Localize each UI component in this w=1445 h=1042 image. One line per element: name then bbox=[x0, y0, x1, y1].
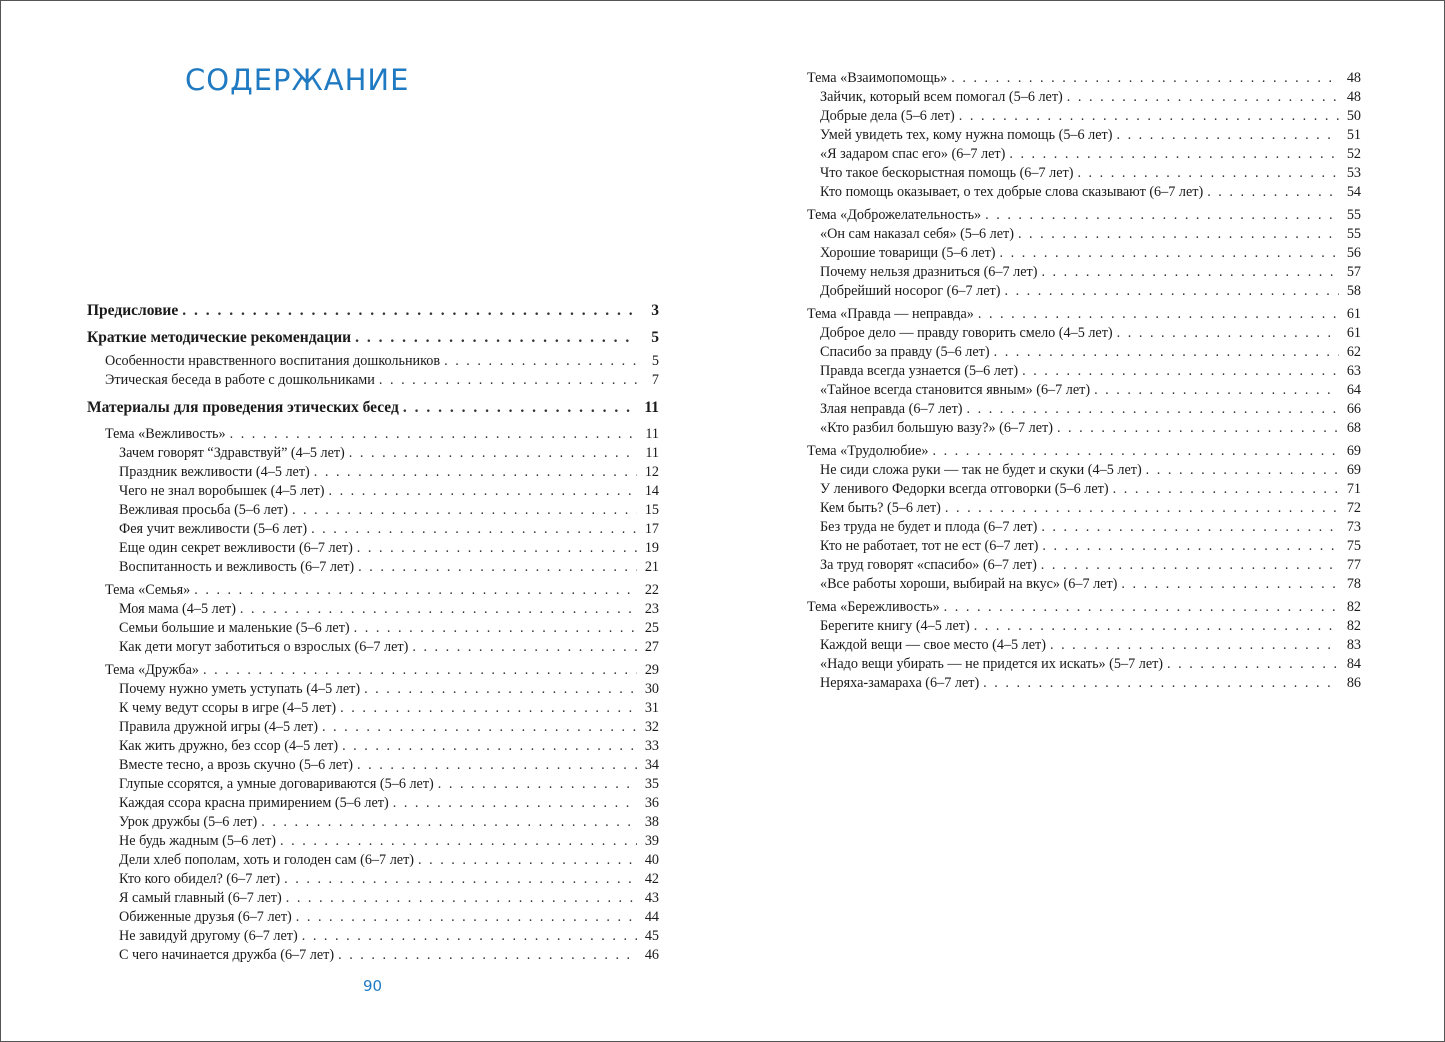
toc-entry-title: Кто кого обидел? (6–7 лет) bbox=[119, 871, 281, 887]
toc-entry-title: Этическая беседа в работе с дошкольниками bbox=[105, 372, 375, 388]
toc-entry-page: 35 bbox=[644, 776, 659, 792]
dot-leader bbox=[1207, 183, 1339, 202]
toc-entry-page: 44 bbox=[644, 909, 659, 925]
dot-leader bbox=[286, 889, 637, 908]
toc-item[interactable] bbox=[807, 499, 1361, 518]
toc-entry-page: 75 bbox=[1346, 538, 1361, 554]
toc-section[interactable] bbox=[87, 301, 659, 325]
toc-entry-page: 58 bbox=[1346, 283, 1361, 299]
toc-entry-title: Тема «Семья» bbox=[105, 582, 191, 598]
toc-item[interactable] bbox=[87, 775, 659, 794]
toc-theme[interactable] bbox=[807, 206, 1361, 225]
toc-entry-title: Хорошие товарищи (5–6 лет) bbox=[820, 245, 996, 261]
toc-entry-page: 78 bbox=[1346, 576, 1361, 592]
toc-entry-page: 32 bbox=[644, 719, 659, 735]
toc-item[interactable] bbox=[87, 501, 659, 520]
dot-leader bbox=[240, 600, 637, 619]
toc-entry-title: Воспитанность и вежливость (6–7 лет) bbox=[119, 559, 355, 575]
toc-entry-page: 15 bbox=[644, 502, 659, 518]
dot-leader bbox=[438, 775, 637, 794]
toc-entry-page: 77 bbox=[1346, 557, 1361, 573]
page-title: СОДЕРЖАНИЕ bbox=[185, 63, 410, 97]
dot-leader bbox=[340, 699, 637, 718]
toc-entry-page: 30 bbox=[644, 681, 659, 697]
toc-item[interactable] bbox=[87, 851, 659, 870]
dot-leader bbox=[944, 598, 1339, 617]
dot-leader bbox=[284, 870, 637, 889]
toc-entry-page: 29 bbox=[644, 662, 659, 678]
dot-leader bbox=[280, 832, 637, 851]
dot-leader bbox=[1042, 537, 1339, 556]
dot-leader bbox=[342, 737, 637, 756]
toc-section[interactable] bbox=[87, 328, 659, 352]
toc-entry-title: Я самый главный (6–7 лет) bbox=[119, 890, 282, 906]
dot-leader bbox=[994, 343, 1339, 362]
toc-item[interactable] bbox=[87, 699, 659, 718]
toc-entry-title: Как дети могут заботиться о взрослых (6–7 лет) bbox=[119, 639, 409, 655]
toc-entry-title: Неряха-замараха (6–7 лет) bbox=[820, 675, 980, 691]
toc-entry-title: Чего не знал воробышек (4–5 лет) bbox=[119, 483, 325, 499]
toc-item[interactable] bbox=[807, 556, 1361, 575]
toc-entry-title: Кто не работает, тот не ест (6–7 лет) bbox=[820, 538, 1039, 554]
toc-entry-title: Спасибо за правду (5–6 лет) bbox=[820, 344, 990, 360]
dot-leader bbox=[314, 463, 637, 482]
toc-entry-page: 52 bbox=[1346, 146, 1361, 162]
toc-entry-page: 57 bbox=[1346, 264, 1361, 280]
toc-entry-page: 42 bbox=[644, 871, 659, 887]
toc-item[interactable] bbox=[87, 520, 659, 539]
toc-entry-page: 72 bbox=[1346, 500, 1361, 516]
toc-item[interactable] bbox=[87, 463, 659, 482]
toc-item[interactable] bbox=[87, 482, 659, 501]
toc-entry-title: Правда всегда узнается (5–6 лет) bbox=[820, 363, 1019, 379]
toc-entry-page: 48 bbox=[1346, 70, 1361, 86]
toc-item[interactable] bbox=[807, 381, 1361, 400]
dot-leader bbox=[1116, 126, 1339, 145]
toc-entry-title: Почему нельзя дразниться (6–7 лет) bbox=[820, 264, 1038, 280]
toc-entry-page: 40 bbox=[644, 852, 659, 868]
toc-entry-page: 48 bbox=[1346, 89, 1361, 105]
toc-entry-page: 19 bbox=[644, 540, 659, 556]
dot-leader bbox=[985, 206, 1339, 225]
toc-entry-title: У ленивого Федорки всегда отговорки (5–6 лет) bbox=[820, 481, 1109, 497]
toc-entry-title: Семьи большие и маленькие (5–6 лет) bbox=[119, 620, 350, 636]
toc-item[interactable] bbox=[87, 813, 659, 832]
toc-item[interactable] bbox=[807, 537, 1361, 556]
toc-entry-title: К чему ведут ссоры в игре (4–5 лет) bbox=[119, 700, 337, 716]
dot-leader bbox=[328, 482, 637, 501]
toc-entry-title: Добрейший носорог (6–7 лет) bbox=[820, 283, 1001, 299]
toc-entry-title: Что такое бескорыстная помощь (6–7 лет) bbox=[820, 165, 1074, 181]
toc-item[interactable] bbox=[87, 558, 659, 577]
toc-entry-title: Глупые ссорятся, а умные договариваются (5–6 лет) bbox=[119, 776, 434, 792]
toc-entry-page: 83 bbox=[1346, 637, 1361, 653]
toc-item[interactable] bbox=[87, 908, 659, 927]
dot-leader bbox=[959, 107, 1339, 126]
toc-entry-page: 84 bbox=[1346, 656, 1361, 672]
dot-leader bbox=[418, 851, 637, 870]
toc-item[interactable] bbox=[807, 617, 1361, 636]
toc-item[interactable] bbox=[87, 680, 659, 699]
toc-entry-page: 39 bbox=[644, 833, 659, 849]
toc-entry-title: Добрые дела (5–6 лет) bbox=[820, 108, 955, 124]
toc-entry-page: 12 bbox=[644, 464, 659, 480]
toc-item[interactable] bbox=[807, 636, 1361, 655]
toc-entry-page: 55 bbox=[1346, 207, 1361, 223]
toc-item[interactable] bbox=[87, 794, 659, 813]
toc-entry-title: Тема «Дружба» bbox=[105, 662, 199, 678]
toc-entry-page: 56 bbox=[1346, 245, 1361, 261]
dot-leader bbox=[261, 813, 637, 832]
toc-item[interactable] bbox=[87, 756, 659, 775]
toc-item[interactable] bbox=[87, 539, 659, 558]
toc-item[interactable] bbox=[87, 600, 659, 619]
toc-entry-title: Тема «Вежливость» bbox=[105, 426, 226, 442]
toc-entry-page: 5 bbox=[651, 353, 659, 369]
toc-item[interactable] bbox=[87, 927, 659, 946]
dot-leader bbox=[1067, 88, 1339, 107]
toc-entry-page: 45 bbox=[644, 928, 659, 944]
toc-theme[interactable] bbox=[807, 598, 1361, 617]
toc-item[interactable] bbox=[807, 183, 1361, 202]
toc-item[interactable] bbox=[87, 832, 659, 851]
toc-entry-title: Не завидуй другому (6–7 лет) bbox=[119, 928, 298, 944]
dot-leader bbox=[967, 400, 1339, 419]
toc-entry-title: «Он сам наказал себя» (5–6 лет) bbox=[820, 226, 1014, 242]
toc-entry-title: Дели хлеб пополам, хоть и голоден сам (6–7 лет) bbox=[119, 852, 414, 868]
dot-leader bbox=[1050, 636, 1339, 655]
toc-entry-title: Не будь жадным (5–6 лет) bbox=[119, 833, 277, 849]
toc-entry-title: Предисловие bbox=[87, 302, 179, 319]
toc-entry-page: 3 bbox=[651, 302, 659, 319]
toc-entry-title: Каждая ссора красна примирением (5–6 лет) bbox=[119, 795, 389, 811]
dot-leader bbox=[1004, 282, 1339, 301]
toc-item[interactable] bbox=[87, 889, 659, 908]
toc-entry-page: 27 bbox=[644, 639, 659, 655]
dot-leader bbox=[1041, 556, 1339, 575]
toc-entry-title: Злая неправда (6–7 лет) bbox=[820, 401, 963, 417]
dot-leader bbox=[1113, 480, 1339, 499]
toc-entry-title: Материалы для проведения этических бесед bbox=[87, 399, 399, 416]
dot-leader bbox=[1018, 225, 1339, 244]
toc-item[interactable] bbox=[807, 655, 1361, 674]
toc-section[interactable] bbox=[87, 398, 659, 422]
toc-entry-title: Почему нужно уметь уступать (4–5 лет) bbox=[119, 681, 361, 697]
dot-leader bbox=[983, 674, 1339, 693]
toc-theme[interactable] bbox=[807, 305, 1361, 324]
toc-entry-page: 7 bbox=[651, 372, 659, 388]
dot-leader bbox=[412, 638, 637, 657]
toc-entry-title: «Все работы хороши, выбирай на вкус» (6–7 лет) bbox=[820, 576, 1118, 592]
toc-item[interactable] bbox=[807, 518, 1361, 537]
dot-leader bbox=[1041, 518, 1339, 537]
toc-entry-title: За труд говорят «спасибо» (6–7 лет) bbox=[820, 557, 1037, 573]
dot-leader bbox=[1022, 362, 1339, 381]
toc-item[interactable] bbox=[807, 107, 1361, 126]
toc-item[interactable] bbox=[807, 126, 1361, 145]
toc-entry-title: Тема «Доброжелательность» bbox=[807, 207, 982, 223]
toc-entry-page: 69 bbox=[1346, 462, 1361, 478]
toc-item[interactable] bbox=[87, 737, 659, 756]
toc-entry-page: 43 bbox=[644, 890, 659, 906]
toc-entry-page: 55 bbox=[1346, 226, 1361, 242]
dot-leader bbox=[230, 425, 637, 444]
toc-entry-title: Берегите книгу (4–5 лет) bbox=[820, 618, 970, 634]
toc-entry-page: 36 bbox=[644, 795, 659, 811]
toc-right-column bbox=[807, 69, 1361, 693]
toc-item[interactable] bbox=[807, 674, 1361, 693]
dot-leader bbox=[1057, 419, 1339, 438]
dot-leader bbox=[393, 794, 637, 813]
dot-leader bbox=[932, 442, 1339, 461]
toc-entry-title: «Надо вещи убирать — не придется их искать» (5–7 лет) bbox=[820, 656, 1164, 672]
toc-entry-page: 62 bbox=[1346, 344, 1361, 360]
dot-leader bbox=[379, 371, 637, 390]
toc-entry-page: 86 bbox=[1346, 675, 1361, 691]
toc-entry-page: 51 bbox=[1346, 127, 1361, 143]
toc-item[interactable] bbox=[807, 343, 1361, 362]
dot-leader bbox=[338, 946, 637, 965]
toc-entry-page: 66 bbox=[1346, 401, 1361, 417]
dot-leader bbox=[355, 328, 637, 347]
toc-entry-page: 50 bbox=[1346, 108, 1361, 124]
dot-leader bbox=[349, 444, 637, 463]
dot-leader bbox=[194, 581, 637, 600]
dot-leader bbox=[364, 680, 637, 699]
dot-leader bbox=[951, 69, 1339, 88]
toc-entry-page: 82 bbox=[1346, 599, 1361, 615]
toc-entry-title: Фея учит вежливости (5–6 лет) bbox=[119, 521, 308, 537]
toc-entry-page: 64 bbox=[1346, 382, 1361, 398]
toc-item[interactable] bbox=[87, 946, 659, 965]
toc-entry-page: 31 bbox=[644, 700, 659, 716]
toc-entry-title: Как жить дружно, без ссор (4–5 лет) bbox=[119, 738, 339, 754]
toc-entry-page: 61 bbox=[1346, 306, 1361, 322]
toc-entry-page: 38 bbox=[644, 814, 659, 830]
dot-leader bbox=[292, 501, 637, 520]
toc-entry-title: Вместе тесно, а врозь скучно (5–6 лет) bbox=[119, 757, 354, 773]
toc-entry-title: Без труда не будет и плода (6–7 лет) bbox=[820, 519, 1038, 535]
dot-leader bbox=[357, 539, 637, 558]
toc-entry-title: «Тайное всегда становится явным» (6–7 лет) bbox=[820, 382, 1091, 398]
dot-leader bbox=[182, 301, 637, 320]
toc-item[interactable] bbox=[807, 419, 1361, 438]
toc-subsection[interactable] bbox=[87, 371, 659, 390]
dot-leader bbox=[444, 352, 637, 371]
toc-item[interactable] bbox=[807, 400, 1361, 419]
toc-item[interactable] bbox=[807, 324, 1361, 343]
toc-theme[interactable] bbox=[87, 425, 659, 444]
toc-entry-page: 25 bbox=[644, 620, 659, 636]
dot-leader bbox=[357, 756, 637, 775]
toc-entry-title: «Я задаром спас его» (6–7 лет) bbox=[820, 146, 1006, 162]
dot-leader bbox=[296, 908, 637, 927]
toc-item[interactable] bbox=[807, 282, 1361, 301]
toc-item[interactable] bbox=[807, 461, 1361, 480]
dot-leader bbox=[311, 520, 637, 539]
toc-item[interactable] bbox=[87, 444, 659, 463]
dot-leader bbox=[1121, 575, 1339, 594]
toc-entry-page: 23 bbox=[644, 601, 659, 617]
toc-entry-title: Краткие методические рекомендации bbox=[87, 329, 352, 346]
toc-entry-page: 82 bbox=[1346, 618, 1361, 634]
toc-entry-title: Зайчик, который всем помогал (5–6 лет) bbox=[820, 89, 1063, 105]
dot-leader bbox=[358, 558, 637, 577]
page-number: 90 bbox=[363, 977, 383, 995]
dot-leader bbox=[974, 617, 1339, 636]
toc-entry-page: 53 bbox=[1346, 165, 1361, 181]
toc-entry-page: 11 bbox=[644, 399, 659, 416]
toc-entry-page: 21 bbox=[644, 559, 659, 575]
toc-entry-title: Не сиди сложа руки — так не будет и скуки (4–5 лет) bbox=[820, 462, 1142, 478]
toc-theme[interactable] bbox=[87, 581, 659, 600]
toc-entry-title: Еще один секрет вежливости (6–7 лет) bbox=[119, 540, 353, 556]
toc-entry-title: Правила дружной игры (4–5 лет) bbox=[119, 719, 318, 735]
toc-entry-title: Особенности нравственного воспитания дошкольников bbox=[105, 353, 441, 369]
toc-entry-title: Обиженные друзья (6–7 лет) bbox=[119, 909, 292, 925]
dot-leader bbox=[978, 305, 1339, 324]
toc-item[interactable] bbox=[807, 225, 1361, 244]
toc-entry-title: Моя мама (4–5 лет) bbox=[119, 601, 236, 617]
toc-entry-title: «Кто разбил большую вазу?» (6–7 лет) bbox=[820, 420, 1053, 436]
toc-entry-page: 61 bbox=[1346, 325, 1361, 341]
toc-entry-page: 5 bbox=[651, 329, 659, 346]
toc-entry-title: Вежливая просьба (5–6 лет) bbox=[119, 502, 288, 518]
toc-theme[interactable] bbox=[807, 69, 1361, 88]
dot-leader bbox=[1146, 461, 1339, 480]
toc-entry-title: Урок дружбы (5–6 лет) bbox=[119, 814, 258, 830]
toc-entry-title: Тема «Взаимопомощь» bbox=[807, 70, 948, 86]
toc-entry-page: 14 bbox=[644, 483, 659, 499]
toc-entry-title: С чего начинается дружба (6–7 лет) bbox=[119, 947, 335, 963]
toc-entry-page: 11 bbox=[645, 426, 659, 442]
toc-entry-page: 71 bbox=[1346, 481, 1361, 497]
toc-entry-page: 33 bbox=[644, 738, 659, 754]
toc-entry-page: 63 bbox=[1346, 363, 1361, 379]
dot-leader bbox=[1167, 655, 1339, 674]
dot-leader bbox=[1094, 381, 1339, 400]
toc-item[interactable] bbox=[807, 263, 1361, 282]
dot-leader bbox=[945, 499, 1339, 518]
toc-entry-title: Доброе дело — правду говорить смело (4–5 лет) bbox=[820, 325, 1113, 341]
toc-entry-title: Праздник вежливости (4–5 лет) bbox=[119, 464, 310, 480]
toc-entry-page: 34 bbox=[644, 757, 659, 773]
dot-leader bbox=[1000, 244, 1339, 263]
dot-leader bbox=[1077, 164, 1339, 183]
dot-leader bbox=[354, 619, 637, 638]
toc-item[interactable] bbox=[87, 718, 659, 737]
toc-entry-title: Каждой вещи — свое место (4–5 лет) bbox=[820, 637, 1046, 653]
toc-item[interactable] bbox=[807, 575, 1361, 594]
toc-item[interactable] bbox=[87, 870, 659, 889]
toc-entry-page: 11 bbox=[645, 445, 659, 461]
toc-entry-title: Умей увидеть тех, кому нужна помощь (5–6 лет) bbox=[820, 127, 1113, 143]
dot-leader bbox=[1009, 145, 1339, 164]
toc-subsection[interactable] bbox=[87, 352, 659, 371]
toc-entry-page: 69 bbox=[1346, 443, 1361, 459]
toc-item[interactable] bbox=[807, 480, 1361, 499]
toc-item[interactable] bbox=[807, 88, 1361, 107]
toc-entry-title: Тема «Бережливость» bbox=[807, 599, 940, 615]
toc-entry-title: Тема «Правда — неправда» bbox=[807, 306, 974, 322]
dot-leader bbox=[1117, 324, 1339, 343]
dot-leader bbox=[403, 398, 637, 417]
toc-item[interactable] bbox=[87, 619, 659, 638]
toc-theme[interactable] bbox=[807, 442, 1361, 461]
toc-entry-title: Кто помощь оказывает, о тех добрые слова сказывают (6–7 лет) bbox=[820, 184, 1204, 200]
toc-item[interactable] bbox=[807, 164, 1361, 183]
toc-entry-title: Кем быть? (5–6 лет) bbox=[820, 500, 941, 516]
toc-entry-page: 68 bbox=[1346, 420, 1361, 436]
toc-entry-page: 22 bbox=[644, 582, 659, 598]
dot-leader bbox=[322, 718, 637, 737]
dot-leader bbox=[1041, 263, 1339, 282]
dot-leader bbox=[302, 927, 637, 946]
toc-item[interactable] bbox=[87, 638, 659, 657]
toc-entry-title: Зачем говорят “Здравствуй” (4–5 лет) bbox=[119, 445, 345, 461]
dot-leader bbox=[203, 661, 637, 680]
toc-theme[interactable] bbox=[87, 661, 659, 680]
toc-entry-page: 46 bbox=[644, 947, 659, 963]
toc-item[interactable] bbox=[807, 145, 1361, 164]
toc-entry-title: Тема «Трудолюбие» bbox=[807, 443, 929, 459]
toc-item[interactable] bbox=[807, 244, 1361, 263]
toc-left-column bbox=[87, 301, 659, 965]
toc-entry-page: 54 bbox=[1346, 184, 1361, 200]
toc-entry-page: 17 bbox=[644, 521, 659, 537]
toc-item[interactable] bbox=[807, 362, 1361, 381]
toc-entry-page: 73 bbox=[1346, 519, 1361, 535]
